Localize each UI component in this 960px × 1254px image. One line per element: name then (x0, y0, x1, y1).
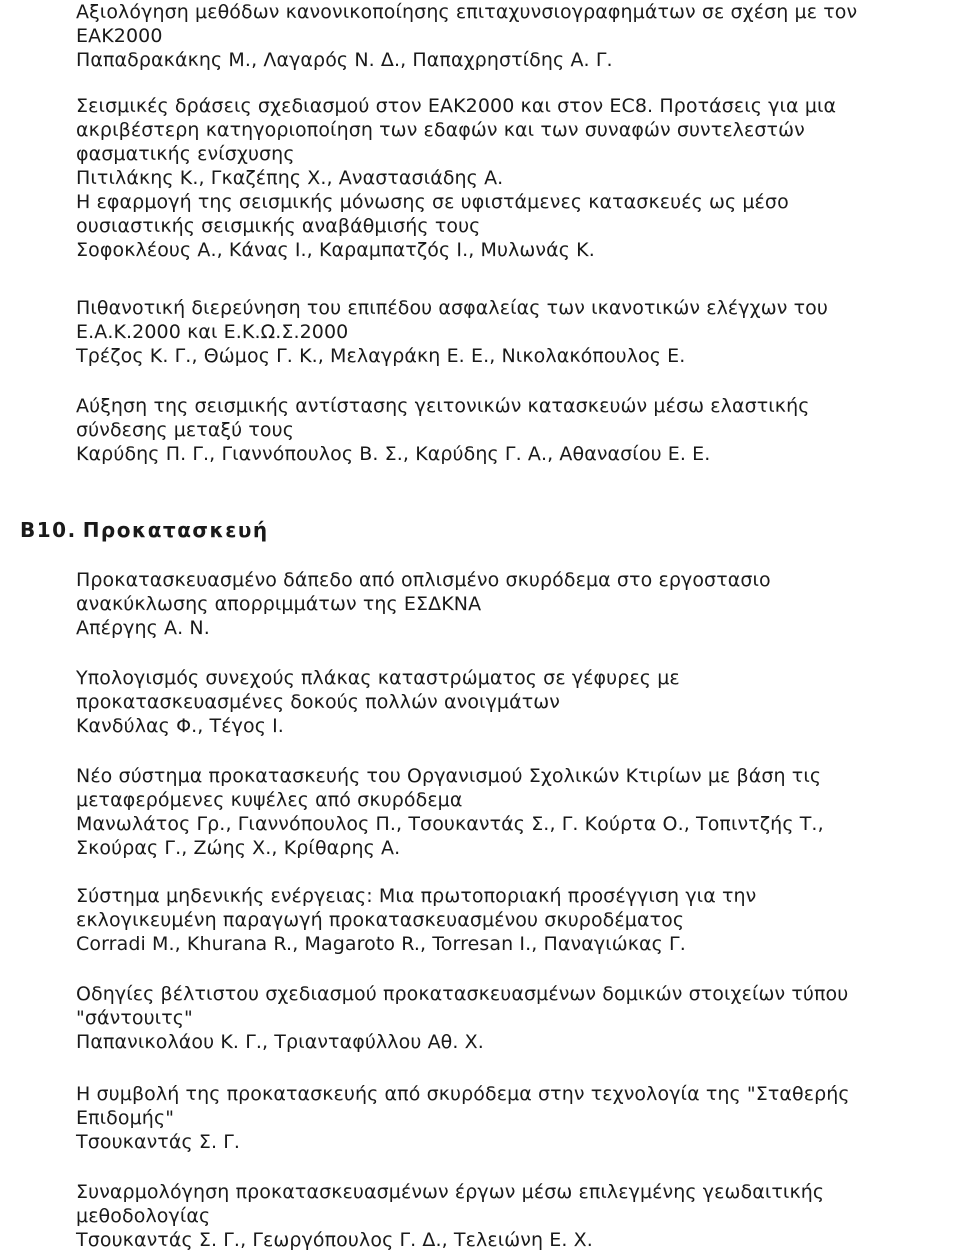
reference-entry (76, 0, 936, 72)
entry-authors: Κανδύλας Φ., Τέγος Ι. (76, 715, 284, 737)
entry-title-line: Ε.Α.Κ.2000 και Ε.Κ.Ω.Σ.2000 (76, 321, 349, 343)
entry-title-line: Οδηγίες βέλτιστου σχεδιασμού προκατασκευασμένων δομικών στοιχείων τύπου (76, 983, 849, 1005)
entry-title-line: Υπολογισμός συνεχούς πλάκας καταστρώματος σε γέφυρες με (76, 667, 680, 689)
entry-authors: Τσουκαντάς Σ. Γ. (76, 1131, 241, 1153)
entry-title-line: Πιθανοτική διερεύνηση του επιπέδου ασφαλείας των ικανοτικών ελέγχων του (76, 297, 828, 319)
entry-title-line: ακριβέστερη κατηγοριοποίηση των εδαφών και των συναφών συντελεστών (76, 119, 805, 141)
reference-entry (76, 568, 936, 640)
reference-entry (76, 394, 936, 466)
entry-authors: Σκούρας Γ., Ζώης Χ., Κρίθαρης Α. (76, 837, 401, 859)
entry-authors: Απέργης Α. Ν. (76, 617, 210, 639)
entry-title-line: σύνδεσης μεταξύ τους (76, 419, 294, 441)
entry-title-line: εκλογικευμένη παραγωγή προκατασκευασμένου σκυροδέματος (76, 909, 685, 931)
entry-authors: Πιτιλάκης Κ., Γκαζέπης Χ., Αναστασιάδης Α. (76, 167, 504, 189)
entry-title-line: ΕΑΚ2000 (76, 25, 163, 47)
reference-entry (76, 982, 936, 1054)
entry-authors: Corradi M., Khurana R., Magaroto R., Torresan I., Παναγιώκας Γ. (76, 933, 686, 955)
reference-entry (76, 296, 936, 368)
entry-title-line: Η συμβολή της προκατασκευής από σκυρόδεμα στην τεχνολογία της "Σταθερής (76, 1083, 850, 1105)
entry-title-line: μεθοδολογίας (76, 1205, 211, 1227)
entry-title-line: Επιδομής" (76, 1107, 175, 1129)
section-heading (20, 518, 269, 542)
reference-entry (76, 764, 936, 860)
entry-title-line: Σύστημα μηδενικής ενέργειας: Μια πρωτοποριακή προσέγγιση για την (76, 885, 757, 907)
entry-authors: Παπαδρακάκης Μ., Λαγαρός Ν. Δ., Παπαχρηστίδης Α. Γ. (76, 49, 613, 71)
reference-entry (76, 1082, 936, 1154)
reference-entry (76, 666, 936, 738)
entry-authors: Καρύδης Π. Γ., Γιαννόπουλος Β. Σ., Καρύδης Γ. Α., Αθανασίου Ε. Ε. (76, 443, 711, 465)
entry-title-line: φασματικής ενίσχυσης (76, 143, 295, 165)
reference-entry (76, 94, 936, 190)
section-code: B10. (20, 518, 77, 542)
entry-title-line: Αξιολόγηση μεθόδων κανονικοποίησης επιταχυνσιογραφημάτων σε σχέση με τον (76, 1, 858, 23)
entry-authors: Τσουκαντάς Σ. Γ., Γεωργόπουλος Γ. Δ., Τελειώνη Ε. Χ. (76, 1229, 593, 1251)
entry-authors: Σοφοκλέους Α., Κάνας Ι., Καραμπατζός Ι., Μυλωνάς Κ. (76, 239, 595, 261)
reference-entry (76, 190, 936, 262)
reference-entry (76, 1180, 936, 1252)
entry-title-line: Αύξηση της σεισμικής αντίστασης γειτονικών κατασκευών μέσω ελαστικής (76, 395, 810, 417)
entry-title-line: προκατασκευασμένες δοκούς πολλών ανοιγμάτων (76, 691, 560, 713)
reference-entry (76, 884, 936, 956)
entry-authors: Μανωλάτος Γρ., Γιαννόπουλος Π., Τσουκαντάς Σ., Γ. Κούρτα Ο., Τοπιντζής Τ., (76, 813, 824, 835)
entry-authors: Τρέζος Κ. Γ., Θώμος Γ. Κ., Μελαγράκη Ε. Ε., Νικολακόπουλος Ε. (76, 345, 686, 367)
entry-title-line: Σεισμικές δράσεις σχεδιασμού στον ΕΑΚ2000 και στον EC8. Προτάσεις για μια (76, 95, 837, 117)
entry-authors: Παπανικολάου Κ. Γ., Τριανταφύλλου Αθ. Χ. (76, 1031, 484, 1053)
entry-title-line: Συναρμολόγηση προκατασκευασμένων έργων μέσω επιλεγμένης γεωδαιτικής (76, 1181, 825, 1203)
entry-title-line: μεταφερόμενες κυψέλες από σκυρόδεμα (76, 789, 463, 811)
entry-title-line: "σάντουιτς" (76, 1007, 193, 1029)
section-title: Προκατασκευή (82, 518, 269, 542)
entry-title-line: ουσιαστικής σεισμικής αναβάθμισής τους (76, 215, 481, 237)
entry-title-line: Νέο σύστημα προκατασκευής του Οργανισμού Σχολικών Κτιρίων με βάση τις (76, 765, 822, 787)
entry-title-line: Η εφαρμογή της σεισμικής μόνωσης σε υφιστάμενες κατασκευές ως μέσο (76, 191, 789, 213)
entry-title-line: Προκατασκευασμένο δάπεδο από οπλισμένο σκυρόδεμα στο εργοστασιο (76, 569, 771, 591)
entry-title-line: ανακύκλωσης απορριμμάτων της ΕΣΔΚΝΑ (76, 593, 482, 615)
